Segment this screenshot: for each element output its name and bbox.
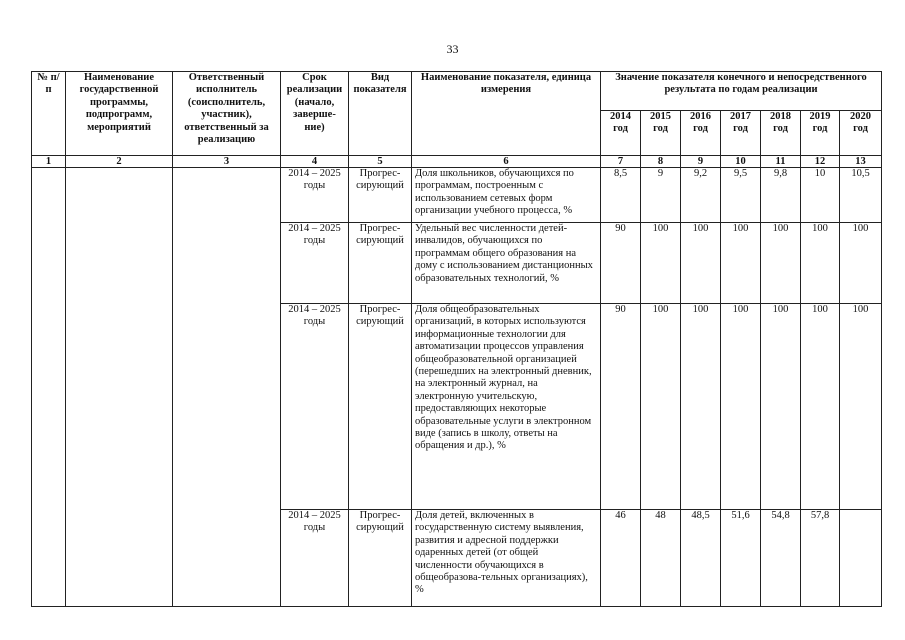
header-period: Срок реализации (начало, заверше-ние): [281, 72, 349, 156]
page-number: 33: [446, 42, 459, 56]
header-year: 2014 год: [601, 111, 641, 156]
cell-period: 2014 – 2025 годы: [281, 510, 349, 607]
cell-value: 100: [681, 223, 721, 304]
header-year: 2020 год: [840, 111, 882, 156]
column-number: 2: [66, 156, 173, 168]
header-year: 2015 год: [641, 111, 681, 156]
cell-value: 90: [601, 223, 641, 304]
cell-indicator-name: Удельный вес численности детей-инвалидов, обучающихся по программам общего образования на дому с использованием дистанционных образовательных технологий, %: [412, 223, 601, 304]
cell-period: 2014 – 2025 годы: [281, 168, 349, 223]
cell-program-empty: [66, 168, 173, 607]
cell-value: 10: [801, 168, 840, 223]
header-program-name: Наименование государственной программы, подпрограмм, мероприятий: [66, 72, 173, 156]
cell-value: [840, 510, 882, 607]
column-number: 7: [601, 156, 641, 168]
cell-indicator-name: Доля детей, включенных в государственную систему выявления, развития и адресной поддержки одаренных детей (от общей численности обучающихся в общеобразова-тельных организациях), %: [412, 510, 601, 607]
header-responsible: Ответственный исполнитель (соисполнитель, участник), ответственный за реализацию: [173, 72, 281, 156]
column-number: 5: [349, 156, 412, 168]
header-year: 2019 год: [801, 111, 840, 156]
column-number: 10: [721, 156, 761, 168]
cell-value: 100: [801, 304, 840, 510]
column-number: 9: [681, 156, 721, 168]
cell-value: 100: [641, 304, 681, 510]
column-number: 3: [173, 156, 281, 168]
cell-value: 48: [641, 510, 681, 607]
cell-indicator-type: Прогрес-сирующий: [349, 304, 412, 510]
cell-value: 9,2: [681, 168, 721, 223]
cell-responsible-empty: [173, 168, 281, 607]
column-number: 8: [641, 156, 681, 168]
column-number: 1: [32, 156, 66, 168]
header-indicator-name: Наименование показателя, единица измерения: [412, 72, 601, 156]
cell-value: 10,5: [840, 168, 882, 223]
cell-value: 57,8: [801, 510, 840, 607]
column-number: 6: [412, 156, 601, 168]
cell-value: 51,6: [721, 510, 761, 607]
cell-value: 100: [840, 223, 882, 304]
cell-value: 100: [681, 304, 721, 510]
header-num: № п/п: [32, 72, 66, 156]
cell-value: 100: [761, 223, 801, 304]
cell-value: 100: [761, 304, 801, 510]
column-number: 4: [281, 156, 349, 168]
cell-value: 100: [721, 304, 761, 510]
column-number: 12: [801, 156, 840, 168]
indicators-table: [31, 71, 882, 607]
cell-value: 46: [601, 510, 641, 607]
column-numbers-row: [32, 156, 882, 168]
header-values-group: Значение показателя конечного и непосредственного результата по годам реализации: [601, 72, 882, 111]
cell-indicator-type: Прогрес-сирующий: [349, 223, 412, 304]
cell-value: 8,5: [601, 168, 641, 223]
cell-value: 100: [721, 223, 761, 304]
table-row: [32, 168, 882, 223]
cell-value: 9,5: [721, 168, 761, 223]
cell-period: 2014 – 2025 годы: [281, 304, 349, 510]
cell-value: 100: [641, 223, 681, 304]
column-number: 13: [840, 156, 882, 168]
cell-value: 9,8: [761, 168, 801, 223]
cell-value: 100: [801, 223, 840, 304]
cell-indicator-name: Доля школьников, обучающихся по программам, построенным с использованием сетевых форм организации учебного процесса, %: [412, 168, 601, 223]
column-number: 11: [761, 156, 801, 168]
cell-value: 90: [601, 304, 641, 510]
header-year: 2017 год: [721, 111, 761, 156]
cell-indicator-name: Доля общеобразовательных организаций, в которых используются информационные технологии для автоматизации процессов управления общеобразовательной организацией (перешедших на электронный дневник, на электронный журнал, на электронную учительскую, предоставляющих некоторые образовательные услуги в электронном виде (запись в школу, ответы на обращения и др.), %: [412, 304, 601, 510]
header-year: 2016 год: [681, 111, 721, 156]
cell-num-empty: [32, 168, 66, 607]
cell-value: 54,8: [761, 510, 801, 607]
header-indicator-type: Вид показателя: [349, 72, 412, 156]
cell-value: 48,5: [681, 510, 721, 607]
cell-indicator-type: Прогрес-сирующий: [349, 168, 412, 223]
cell-value: 9: [641, 168, 681, 223]
cell-period: 2014 – 2025 годы: [281, 223, 349, 304]
cell-indicator-type: Прогрес-сирующий: [349, 510, 412, 607]
cell-value: 100: [840, 304, 882, 510]
header-year: 2018 год: [761, 111, 801, 156]
